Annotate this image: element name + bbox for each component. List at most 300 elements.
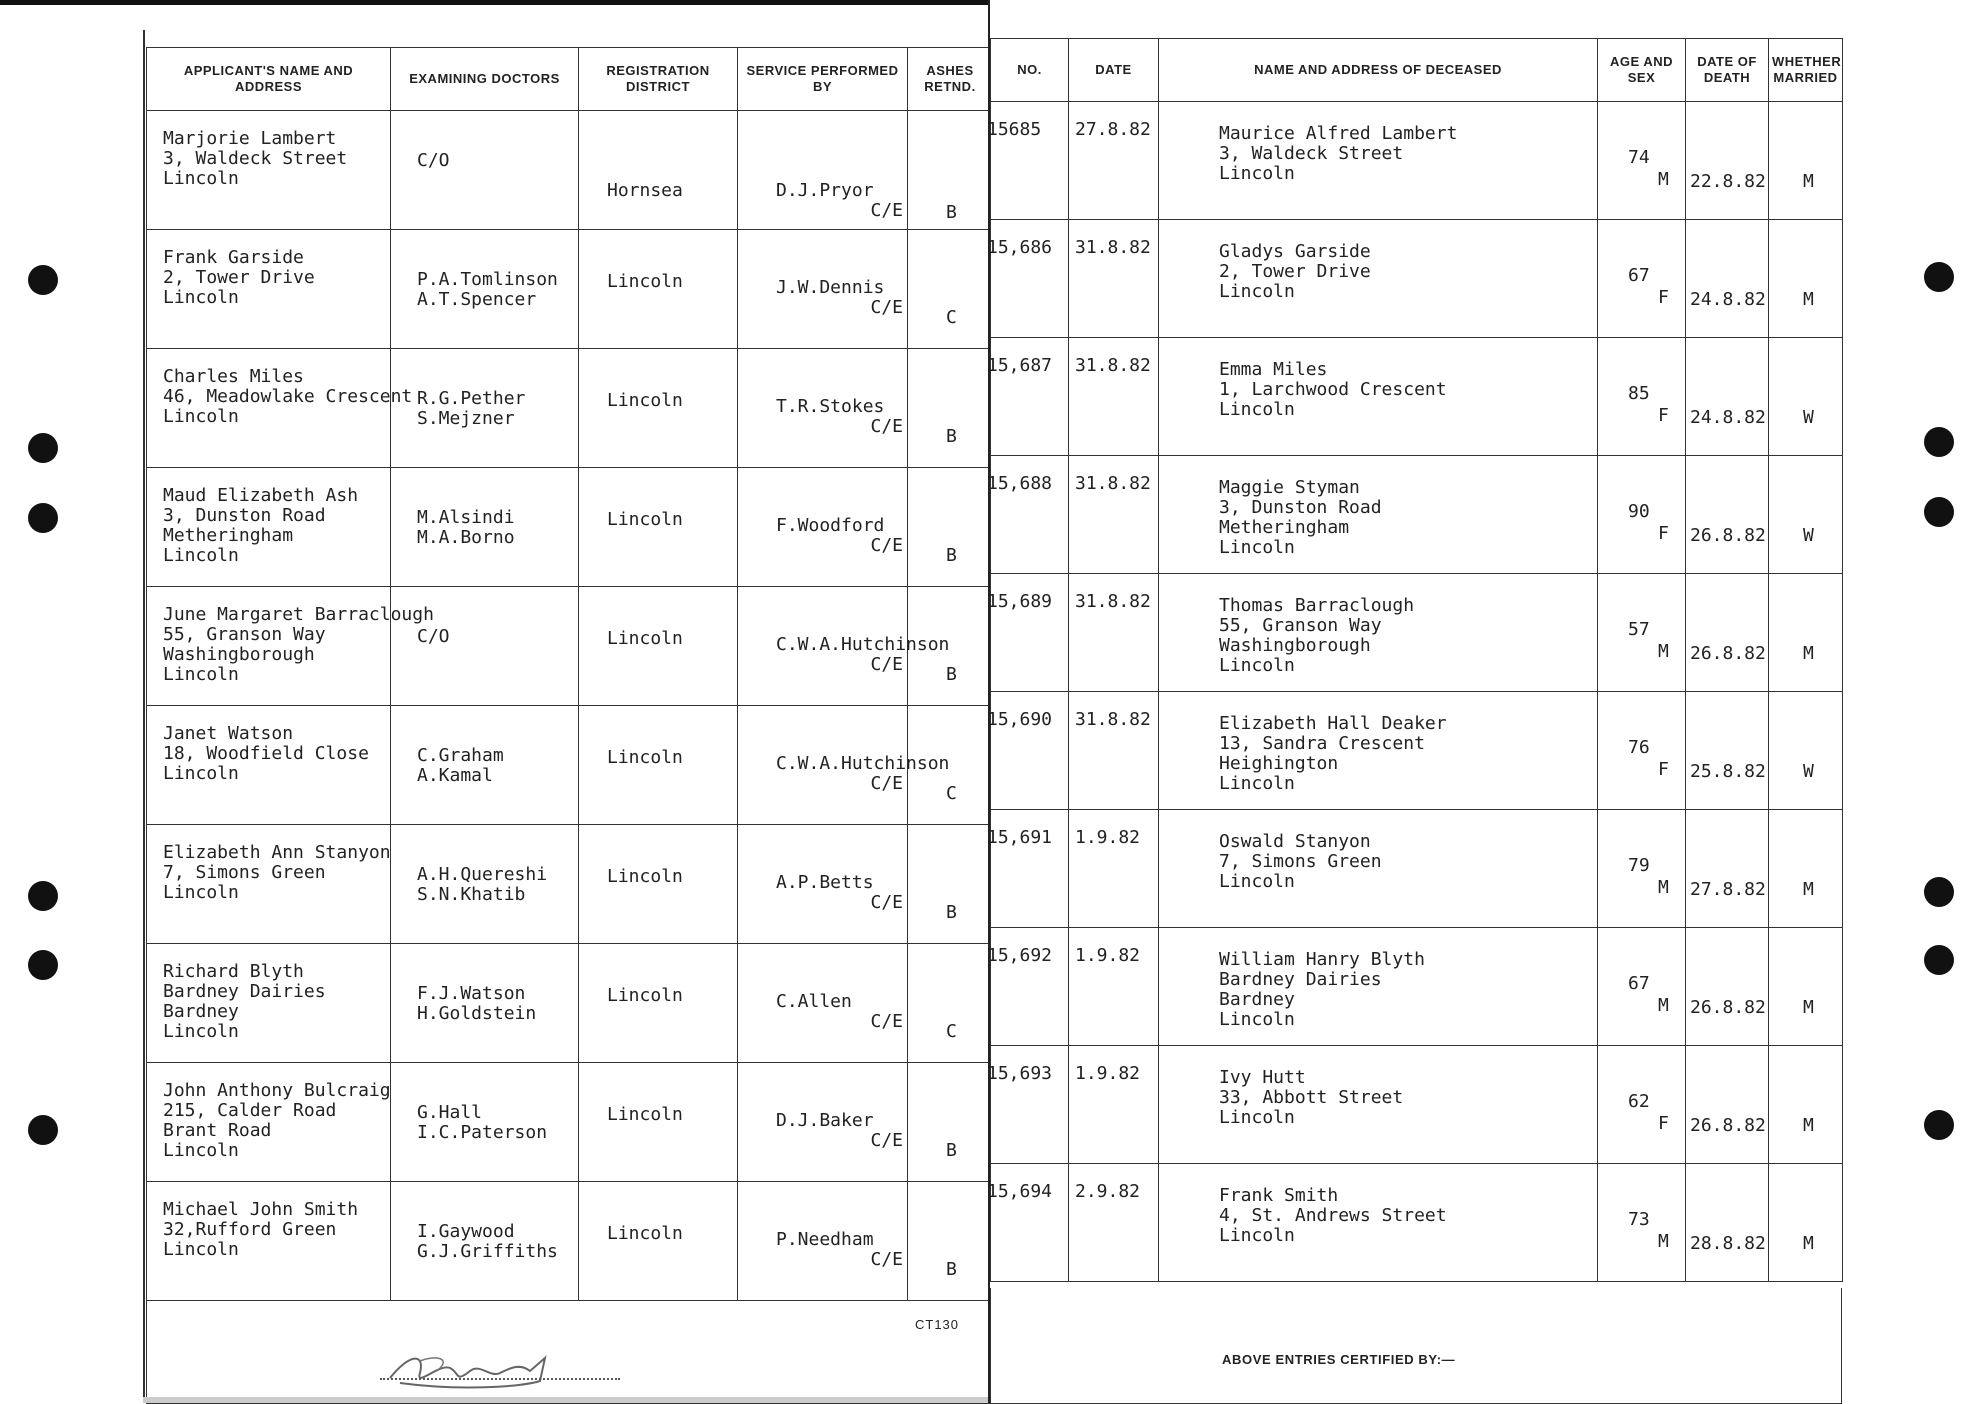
date-of-death-cell (1686, 928, 1769, 1046)
applicant-row (147, 111, 993, 230)
deceased-line: 55, Granson Way (1219, 615, 1382, 636)
ashes-returned: B (946, 664, 957, 685)
ashes-returned: C (946, 783, 957, 804)
deceased-line: 7, Simons Green (1219, 851, 1382, 872)
entry-date: 1.9.82 (1075, 945, 1141, 966)
registration-district: Lincoln (607, 390, 683, 411)
applicant-line: Bardney (163, 1001, 239, 1022)
deceased-cell (1159, 102, 1598, 220)
doctor-name: M.Alsindi (417, 507, 515, 528)
married-cell (1769, 1046, 1843, 1164)
number-cell (987, 1046, 1069, 1164)
applicant-line: Richard Blyth (163, 961, 304, 982)
service-cell (738, 230, 908, 349)
age: 67 (1628, 265, 1650, 286)
applicant-line: Lincoln (163, 664, 239, 685)
whether-married: M (1803, 1115, 1814, 1136)
deceased-row (991, 692, 1843, 810)
applicant-cell (147, 230, 391, 349)
entry-date: 1.9.82 (1075, 827, 1141, 848)
ashes-returned: B (946, 902, 957, 923)
date-cell (1069, 102, 1159, 220)
date-cell (1069, 574, 1159, 692)
header-age-sex: AGE AND SEX (1598, 39, 1686, 102)
date-of-death-cell (1686, 692, 1769, 810)
number-cell (987, 692, 1069, 810)
registration-district: Lincoln (607, 628, 683, 649)
ashes-returned: B (946, 1259, 957, 1280)
deceased-line: Frank Smith (1219, 1185, 1339, 1206)
date-of-death-cell (1686, 338, 1769, 456)
punch-hole (1924, 262, 1954, 292)
whether-married: M (1803, 643, 1814, 664)
deceased-line: Lincoln (1219, 1107, 1295, 1128)
entry-number: 15,689 (987, 591, 1053, 612)
applicant-address (163, 724, 369, 784)
service-code: C/E (870, 654, 903, 675)
entry-date: 31.8.82 (1075, 237, 1151, 258)
married-cell (1769, 810, 1843, 928)
entry-number: 15,691 (987, 827, 1053, 848)
date-cell (1069, 220, 1159, 338)
number-cell (987, 338, 1069, 456)
deceased-line: 4, St. Andrews Street (1219, 1205, 1447, 1226)
service-cell (738, 587, 950, 706)
doctors-list (417, 389, 525, 429)
deceased-cell (1159, 810, 1598, 928)
deceased-cell (1159, 928, 1598, 1046)
applicant-line: 7, Simons Green (163, 862, 326, 883)
doctor-name: F.J.Watson (417, 983, 526, 1004)
deceased-row (991, 810, 1843, 928)
deceased-line: William Hanry Blyth (1219, 949, 1425, 970)
service-code: C/E (870, 416, 903, 437)
doctor-name: C/O (417, 150, 450, 171)
applicant-address (163, 486, 358, 566)
applicant-cell (147, 587, 434, 706)
deceased-line: Oswald Stanyon (1219, 831, 1371, 852)
deceased-cell (1159, 220, 1598, 338)
header-registration-district: REGISTRATION DISTRICT (579, 48, 738, 111)
deceased-row (991, 928, 1843, 1046)
registration-district: Lincoln (607, 985, 683, 1006)
deceased-line: 1, Larchwood Crescent (1219, 379, 1447, 400)
ashes-cell (908, 706, 993, 825)
ashes-cell (908, 587, 993, 706)
age-sex-cell (1598, 810, 1686, 928)
whether-married: M (1803, 1233, 1814, 1254)
service-performed-by: F.Woodford (776, 515, 885, 536)
doctor-name: P.A.Tomlinson (417, 269, 558, 290)
deceased-address (1219, 478, 1382, 558)
header-date-of-death: DATE OF DEATH (1686, 39, 1769, 102)
ashes-returned: B (946, 426, 957, 447)
doctors-cell (391, 706, 579, 825)
doctor-name: G.J.Griffiths (417, 1241, 558, 1262)
doctor-name: A.Kamal (417, 765, 493, 786)
whether-married: M (1803, 879, 1814, 900)
deceased-cell (1159, 692, 1598, 810)
age-sex-cell (1598, 220, 1686, 338)
deceased-address (1219, 950, 1425, 1030)
form-code: CT130 (915, 1317, 960, 1332)
deceased-line: Lincoln (1219, 537, 1295, 558)
header-date: DATE (1069, 39, 1159, 102)
deceased-line: Washingborough (1219, 635, 1371, 656)
applicant-line: John Anthony Bulcraig (163, 1080, 391, 1101)
doctors-list (417, 865, 547, 905)
doctor-name: S.N.Khatib (417, 884, 526, 905)
applicant-line: Maud Elizabeth Ash (163, 485, 359, 506)
date-of-death-cell (1686, 456, 1769, 574)
number-cell (987, 102, 1069, 220)
deceased-line: Thomas Barraclough (1219, 595, 1415, 616)
age: 57 (1628, 619, 1650, 640)
doctors-cell (391, 587, 579, 706)
punch-hole (28, 881, 58, 911)
deceased-line: Gladys Garside (1219, 241, 1371, 262)
entry-number: 15,688 (987, 473, 1053, 494)
date-cell (1069, 338, 1159, 456)
district-cell (579, 468, 738, 587)
sex: F (1658, 759, 1669, 780)
certified-by-label: ABOVE ENTRIES CERTIFIED BY:— (1222, 1352, 1456, 1367)
deceased-row (991, 574, 1843, 692)
number-cell (987, 220, 1069, 338)
age-sex-cell (1598, 456, 1686, 574)
deceased-line: 3, Waldeck Street (1219, 143, 1404, 164)
entry-number: 15,690 (987, 709, 1053, 730)
punch-hole (28, 433, 58, 463)
registration-district: Lincoln (607, 1104, 683, 1125)
deceased-table (987, 38, 1843, 1282)
sex: F (1658, 1113, 1669, 1134)
doctor-name: A.H.Quereshi (417, 864, 548, 885)
deceased-address (1219, 1068, 1403, 1128)
header-ashes-returned: ASHES RETND. (908, 48, 993, 111)
deceased-line: Lincoln (1219, 1009, 1295, 1030)
service-performed-by: C.W.A.Hutchinson (776, 634, 950, 655)
sex: M (1658, 169, 1669, 190)
district-cell (579, 111, 738, 230)
date-of-death: 24.8.82 (1690, 407, 1766, 428)
age-sex-cell (1598, 1046, 1686, 1164)
entry-number: 15,686 (987, 237, 1053, 258)
deceased-cell (1159, 456, 1598, 574)
applicant-line: 3, Waldeck Street (163, 148, 348, 169)
entry-date: 1.9.82 (1075, 1063, 1141, 1084)
entry-date: 27.8.82 (1075, 119, 1151, 140)
age: 67 (1628, 973, 1650, 994)
applicant-line: Lincoln (163, 406, 239, 427)
sex: F (1658, 287, 1669, 308)
date-cell (1069, 1164, 1159, 1282)
district-cell (579, 349, 738, 468)
punch-hole (1924, 497, 1954, 527)
married-cell (1769, 456, 1843, 574)
header-applicant: APPLICANT'S NAME AND ADDRESS (147, 48, 391, 111)
ashes-returned: B (946, 202, 957, 223)
applicant-address (163, 129, 347, 189)
age: 85 (1628, 383, 1650, 404)
ashes-returned: C (946, 307, 957, 328)
date-of-death: 26.8.82 (1690, 1115, 1766, 1136)
number-cell (987, 928, 1069, 1046)
registration-district: Lincoln (607, 866, 683, 887)
deceased-line: Emma Miles (1219, 359, 1328, 380)
age-sex-cell (1598, 928, 1686, 1046)
service-performed-by: J.W.Dennis (776, 277, 885, 298)
deceased-line: Maurice Alfred Lambert (1219, 123, 1458, 144)
date-of-death: 26.8.82 (1690, 643, 1766, 664)
top-edge (0, 0, 990, 5)
applicant-row (147, 468, 993, 587)
applicant-line: 3, Dunston Road (163, 505, 326, 526)
deceased-line: Lincoln (1219, 655, 1295, 676)
applicant-line: Lincoln (163, 882, 239, 903)
married-cell (1769, 220, 1843, 338)
deceased-line: 2, Tower Drive (1219, 261, 1371, 282)
doctor-name: R.G.Pether (417, 388, 526, 409)
date-of-death: 24.8.82 (1690, 289, 1766, 310)
punch-hole (1924, 427, 1954, 457)
applicant-cell (147, 468, 391, 587)
sex: F (1658, 405, 1669, 426)
date-of-death: 25.8.82 (1690, 761, 1766, 782)
punch-hole (1924, 877, 1954, 907)
bottom-edge (143, 1397, 991, 1403)
date-cell (1069, 456, 1159, 574)
sex: M (1658, 641, 1669, 662)
applicant-line: Lincoln (163, 1021, 239, 1042)
service-code: C/E (870, 1130, 903, 1151)
whether-married: M (1803, 171, 1814, 192)
service-performed-by: C.W.A.Hutchinson (776, 753, 950, 774)
deceased-line: Lincoln (1219, 773, 1295, 794)
date-cell (1069, 810, 1159, 928)
deceased-line: Lincoln (1219, 281, 1295, 302)
date-cell (1069, 692, 1159, 810)
deceased-address (1219, 832, 1382, 892)
applicant-line: 18, Woodfield Close (163, 743, 369, 764)
whether-married: W (1803, 525, 1814, 546)
doctor-name: A.T.Spencer (417, 289, 537, 310)
deceased-address (1219, 1186, 1447, 1246)
age-sex-cell (1598, 1164, 1686, 1282)
deceased-line: 33, Abbott Street (1219, 1087, 1404, 1108)
deceased-row (991, 1046, 1843, 1164)
married-cell (1769, 1164, 1843, 1282)
left-page (143, 30, 993, 1403)
punch-hole (1924, 945, 1954, 975)
doctors-list (417, 627, 450, 647)
deceased-row (991, 338, 1843, 456)
district-cell (579, 706, 738, 825)
deceased-address (1219, 596, 1414, 676)
applicant-line: Michael John Smith (163, 1199, 359, 1220)
applicant-line: Bardney Dairies (163, 981, 326, 1002)
deceased-cell (1159, 1164, 1598, 1282)
number-cell (987, 574, 1069, 692)
doctors-list (417, 151, 450, 171)
applicant-line: Lincoln (163, 168, 239, 189)
age: 73 (1628, 1209, 1650, 1230)
doctors-list (417, 984, 536, 1024)
applicant-cell (147, 349, 413, 468)
applicant-row (147, 825, 993, 944)
signature (380, 1343, 580, 1393)
applicant-line: Marjorie Lambert (163, 128, 337, 149)
date-of-death-cell (1686, 574, 1769, 692)
deceased-line: Bardney (1219, 989, 1295, 1010)
doctors-cell (391, 230, 579, 349)
right-footer-area (990, 1288, 1842, 1404)
entry-date: 2.9.82 (1075, 1181, 1141, 1202)
service-performed-by: D.J.Baker (776, 1110, 874, 1131)
age-sex-cell (1598, 692, 1686, 810)
age: 62 (1628, 1091, 1650, 1112)
applicant-line: 55, Granson Way (163, 624, 326, 645)
service-cell (738, 349, 908, 468)
date-of-death-cell (1686, 102, 1769, 220)
ashes-cell (908, 349, 993, 468)
applicant-line: 215, Calder Road (163, 1100, 337, 1121)
deceased-cell (1159, 338, 1598, 456)
service-code: C/E (870, 1249, 903, 1270)
deceased-line: 3, Dunston Road (1219, 497, 1382, 518)
applicant-address (163, 367, 412, 427)
deceased-cell (1159, 1046, 1598, 1164)
age: 76 (1628, 737, 1650, 758)
service-performed-by: P.Needham (776, 1229, 874, 1250)
entry-number: 15,692 (987, 945, 1053, 966)
header-service-performed-by: SERVICE PERFORMED BY (738, 48, 908, 111)
deceased-row (991, 456, 1843, 574)
header-examining-doctors: EXAMINING DOCTORS (391, 48, 579, 111)
applicant-line: Janet Watson (163, 723, 294, 744)
deceased-row (991, 220, 1843, 338)
applicant-address (163, 843, 391, 903)
ashes-returned: B (946, 545, 957, 566)
service-code: C/E (870, 535, 903, 556)
date-of-death-cell (1686, 1164, 1769, 1282)
doctors-cell (391, 111, 579, 230)
punch-hole (28, 503, 58, 533)
deceased-line: Lincoln (1219, 871, 1295, 892)
ashes-cell (908, 111, 993, 230)
deceased-line: Metheringham (1219, 517, 1350, 538)
applicant-line: Washingborough (163, 644, 315, 665)
doctors-list (417, 508, 515, 548)
doctor-name: G.Hall (417, 1102, 483, 1123)
registration-district: Lincoln (607, 271, 683, 292)
applicant-cell (147, 706, 391, 825)
applicant-address (163, 962, 326, 1042)
doctor-name: I.C.Paterson (417, 1122, 548, 1143)
applicant-line: Elizabeth Ann Stanyon (163, 842, 391, 863)
entry-date: 31.8.82 (1075, 473, 1151, 494)
applicant-row (147, 587, 993, 706)
date-of-death: 26.8.82 (1690, 525, 1766, 546)
district-cell (579, 825, 738, 944)
district-cell (579, 587, 738, 706)
entry-number: 15685 (987, 119, 1042, 140)
age-sex-cell (1598, 338, 1686, 456)
applicant-row (147, 230, 993, 349)
applicant-line: Lincoln (163, 1239, 239, 1260)
date-cell (1069, 928, 1159, 1046)
deceased-address (1219, 124, 1457, 184)
entry-date: 31.8.82 (1075, 591, 1151, 612)
ashes-returned: C (946, 1021, 957, 1042)
deceased-line: Maggie Styman (1219, 477, 1360, 498)
whether-married: W (1803, 407, 1814, 428)
applicant-line: Lincoln (163, 287, 239, 308)
service-performed-by: D.J.Pryor (776, 180, 874, 201)
age: 79 (1628, 855, 1650, 876)
sex: M (1658, 1231, 1669, 1252)
applicant-line: 2, Tower Drive (163, 267, 315, 288)
date-of-death: 22.8.82 (1690, 171, 1766, 192)
date-of-death: 27.8.82 (1690, 879, 1766, 900)
applicant-line: Charles Miles (163, 366, 304, 387)
registration-district: Lincoln (607, 747, 683, 768)
deceased-address (1219, 714, 1447, 794)
entry-number: 15,693 (987, 1063, 1053, 1084)
deceased-line: Lincoln (1219, 163, 1295, 184)
sex: M (1658, 995, 1669, 1016)
married-cell (1769, 692, 1843, 810)
age-sex-cell (1598, 574, 1686, 692)
registration-district: Hornsea (607, 180, 683, 201)
doctors-list (417, 270, 558, 310)
deceased-cell (1159, 574, 1598, 692)
header-deceased: NAME AND ADDRESS OF DECEASED (1159, 39, 1598, 102)
applicant-cell (147, 111, 391, 230)
header-whether-married: WHETHER MARRIED (1769, 39, 1843, 102)
date-of-death-cell (1686, 1046, 1769, 1164)
doctor-name: I.Gaywood (417, 1221, 515, 1242)
applicant-row (147, 349, 993, 468)
age: 90 (1628, 501, 1650, 522)
married-cell (1769, 928, 1843, 1046)
date-cell (1069, 1046, 1159, 1164)
ashes-cell (908, 230, 993, 349)
doctor-name: S.Mejzner (417, 408, 515, 429)
applicant-line: Brant Road (163, 1120, 272, 1141)
ashes-cell (908, 468, 993, 587)
number-cell (987, 456, 1069, 574)
deceased-line: Heighington (1219, 753, 1339, 774)
entry-number: 15,687 (987, 355, 1053, 376)
service-code: C/E (870, 297, 903, 318)
whether-married: M (1803, 289, 1814, 310)
doctor-name: C/O (417, 626, 450, 647)
deceased-address (1219, 360, 1447, 420)
ashes-cell (908, 825, 993, 944)
service-code: C/E (870, 200, 903, 221)
date-of-death-cell (1686, 810, 1769, 928)
number-cell (987, 1164, 1069, 1282)
service-cell (738, 706, 950, 825)
doctors-cell (391, 825, 579, 944)
deceased-line: Ivy Hutt (1219, 1067, 1306, 1088)
entry-date: 31.8.82 (1075, 709, 1151, 730)
whether-married: M (1803, 997, 1814, 1018)
applicant-line: Metheringham (163, 525, 294, 546)
applicant-line: 32,Rufford Green (163, 1219, 337, 1240)
doctor-name: C.Graham (417, 745, 504, 766)
